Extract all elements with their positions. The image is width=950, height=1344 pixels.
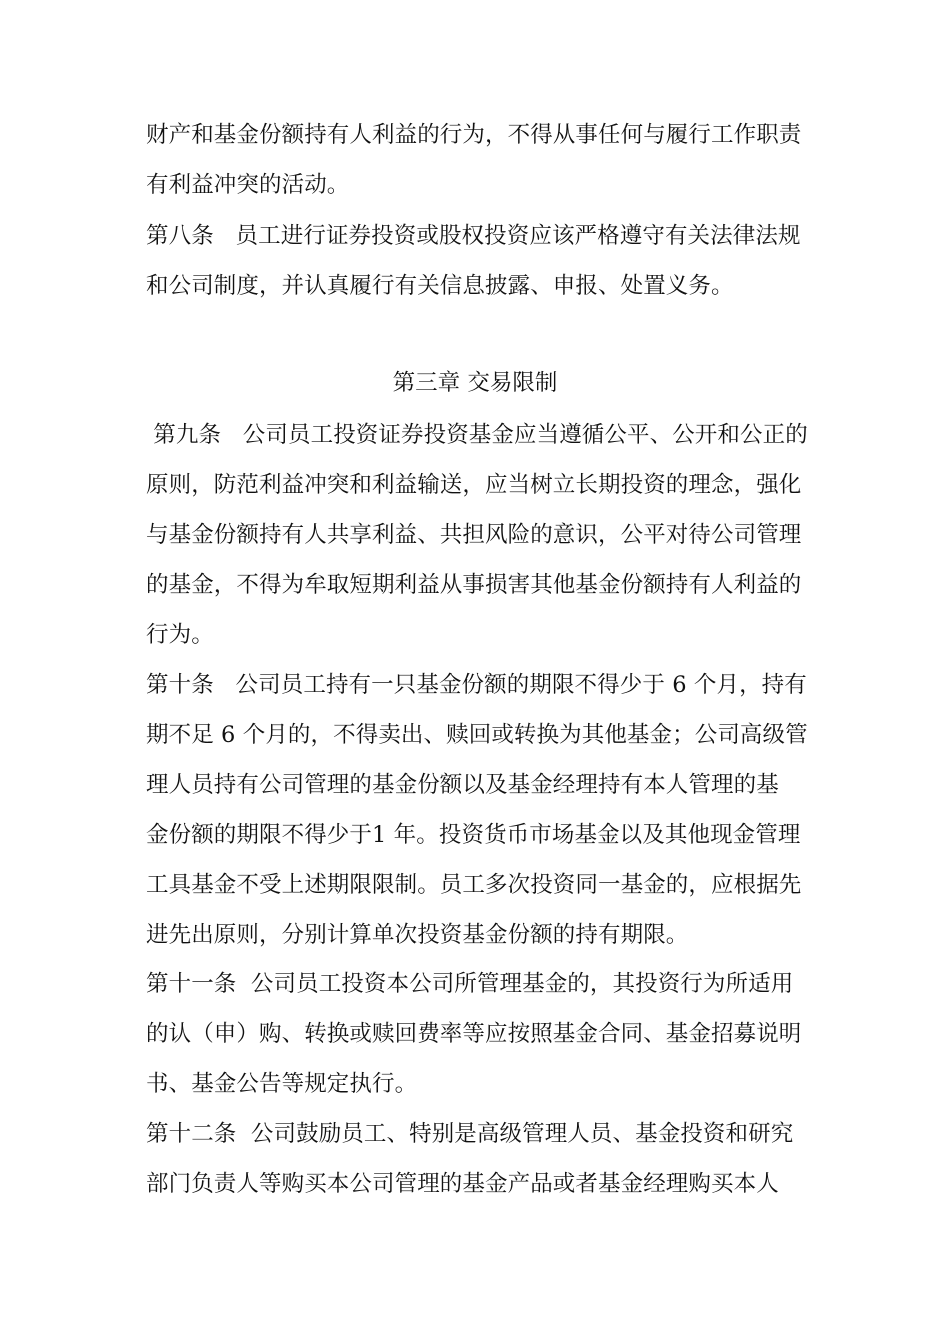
- paragraph-line: 有利益冲突的活动。: [146, 172, 350, 198]
- paragraph-line: 的认（申）购、转换或赎回费率等应按照基金合同、基金招募说明: [146, 1021, 802, 1047]
- paragraph-line: 金份额的期限不得少于1 年。投资货币市场基金以及其他现金管理: [146, 822, 801, 848]
- paragraph-line: 财产和基金份额持有人利益的行为，不得从事任何与履行工作职责: [146, 122, 802, 148]
- paragraph-line: 工具基金不受上述期限限制。员工多次投资同一基金的，应根据先: [146, 872, 802, 898]
- paragraph-line: 期不足 6 个月的，不得卖出、赎回或转换为其他基金；公司高级管: [146, 722, 808, 748]
- paragraph-line: 理人员持有公司管理的基金份额以及基金经理持有本人管理的基: [146, 772, 779, 798]
- article-8-line: 第八条 员工进行证券投资或股权投资应该严格遵守有关法律法规: [146, 223, 801, 249]
- paragraph-line: 书、基金公告等规定执行。: [146, 1071, 418, 1097]
- article-9-line: 第九条 公司员工投资证券投资基金应当遵循公平、公开和公正的: [146, 422, 808, 448]
- article-11-line: 第十一条 公司员工投资本公司所管理基金的，其投资行为所适用: [146, 971, 794, 997]
- paragraph-line: 与基金份额持有人共享利益、共担风险的意识，公平对待公司管理: [146, 522, 802, 548]
- paragraph-line: 进先出原则，分别计算单次投资基金份额的持有期限。: [146, 922, 689, 948]
- paragraph-line: 原则，防范利益冲突和利益输送，应当树立长期投资的理念，强化: [146, 472, 802, 498]
- paragraph-line: 部门负责人等购买本公司管理的基金产品或者基金经理购买本人: [146, 1171, 779, 1197]
- article-12-line: 第十二条 公司鼓励员工、特别是高级管理人员、基金投资和研究: [146, 1121, 794, 1147]
- paragraph-line: 和公司制度，并认真履行有关信息披露、申报、处置义务。: [146, 273, 734, 299]
- paragraph-line: 的基金，不得为牟取短期利益从事损害其他基金份额持有人利益的: [146, 572, 802, 598]
- article-10-line: 第十条 公司员工持有一只基金份额的期限不得少于 6 个月，持有: [146, 672, 807, 698]
- paragraph-line: 行为。: [146, 622, 214, 648]
- chapter-heading: 第三章 交易限制: [392, 370, 558, 396]
